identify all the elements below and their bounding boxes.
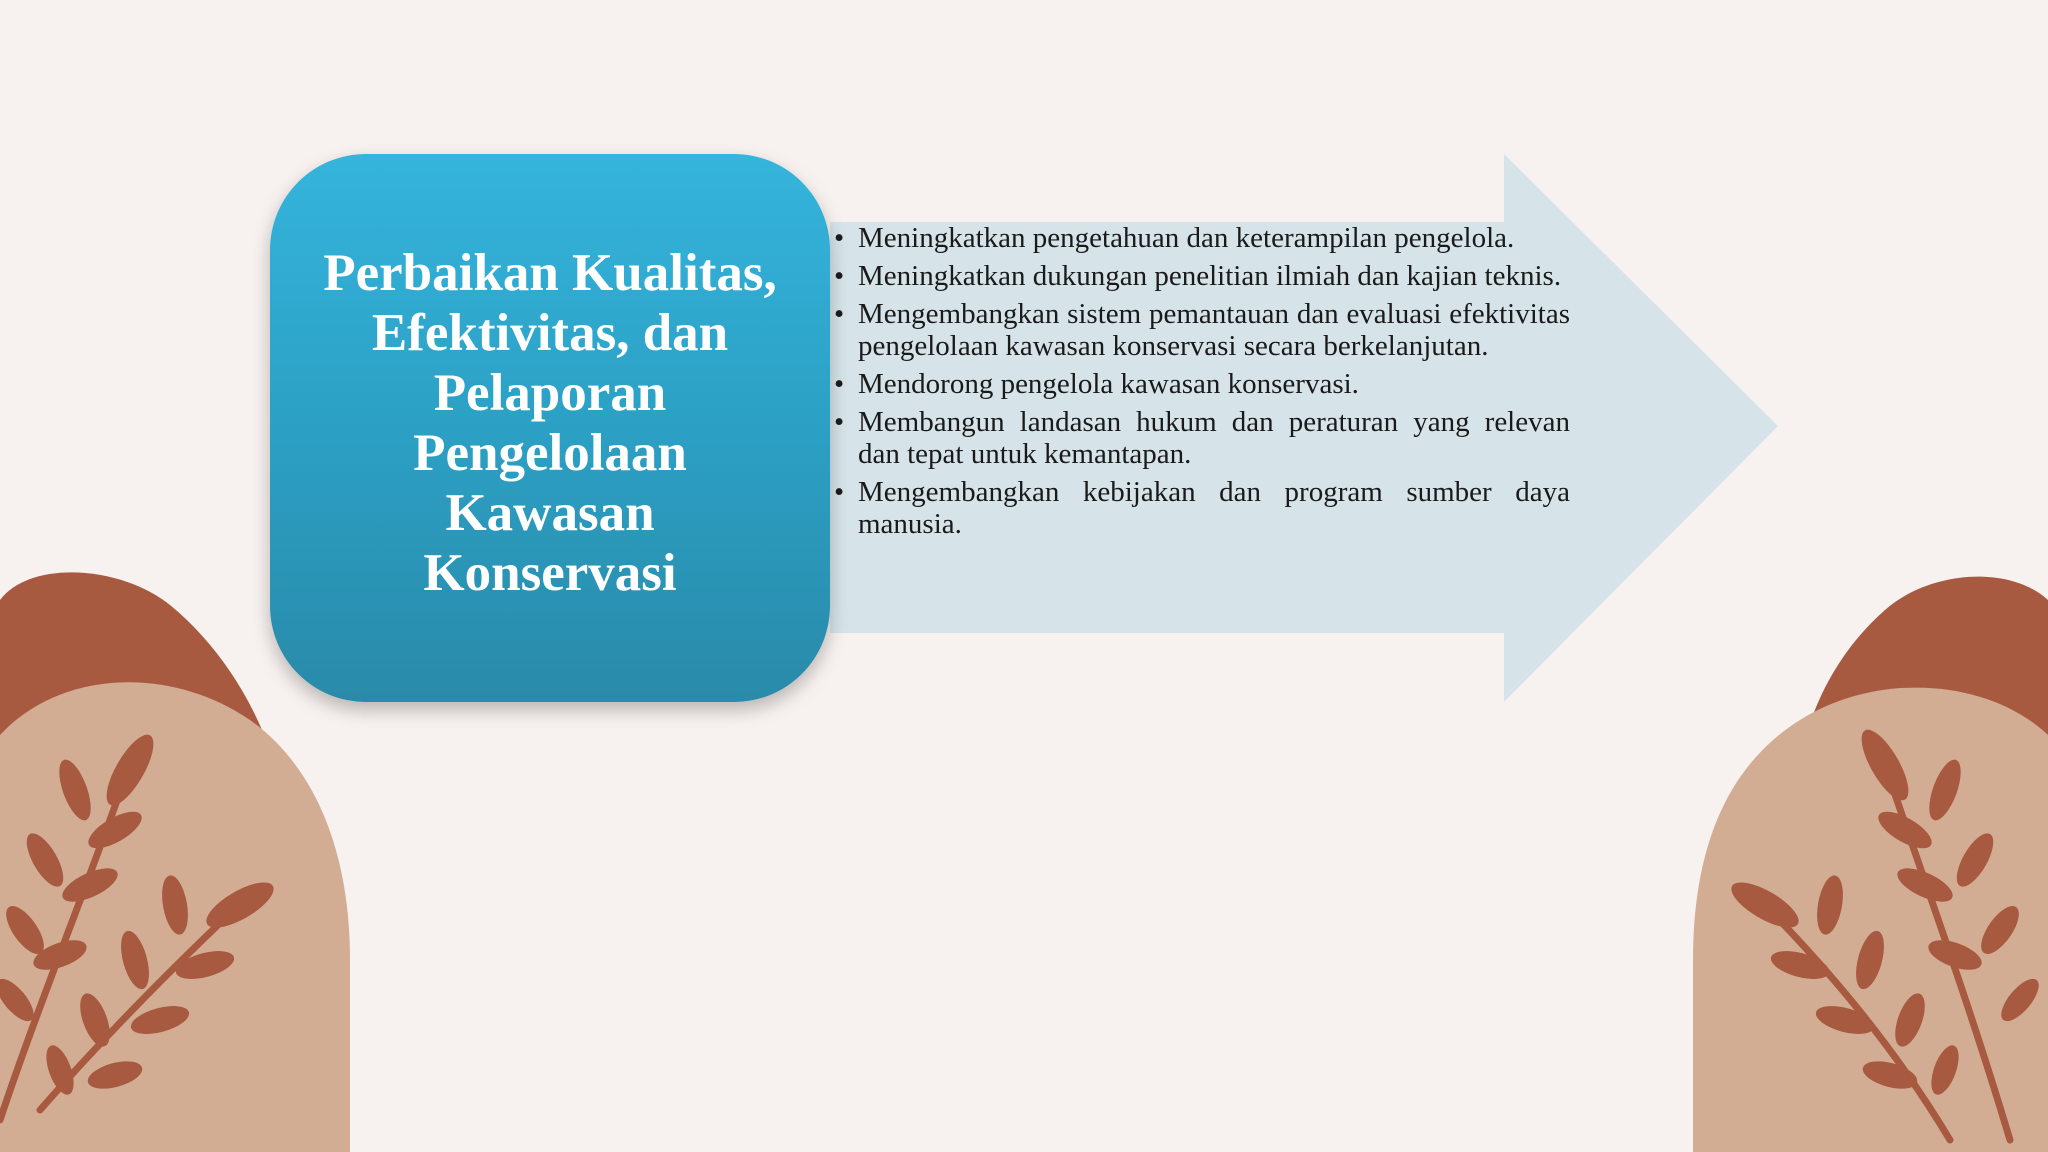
bullet-list (834, 222, 1570, 546)
right-plant-decoration (1693, 577, 2048, 1152)
bullet-item: • Meningkatkan pengetahuan dan keterampilan pengelola. (834, 222, 1570, 254)
title-box (270, 154, 830, 702)
bullet-item: • Mengembangkan kebijakan dan program sumber daya manusia. (834, 476, 1570, 540)
bullet-item: • Mengembangkan sistem pemantauan dan evaluasi efektivitas pengelolaan kawasan konservasi secara berkelanjutan. (834, 298, 1570, 362)
bullet-item: • Meningkatkan dukungan penelitian ilmiah dan kajian teknis. (834, 260, 1570, 292)
bullet-item: • Membangun landasan hukum dan peraturan yang relevan dan tepat untuk kemantapan. (834, 406, 1570, 470)
bullet-item: • Mendorong pengelola kawasan konservasi. (834, 368, 1570, 400)
title-text: Perbaikan Kualitas, Efektivitas, dan Pelaporan Pengelolaan Kawasan Konservasi (323, 244, 777, 602)
